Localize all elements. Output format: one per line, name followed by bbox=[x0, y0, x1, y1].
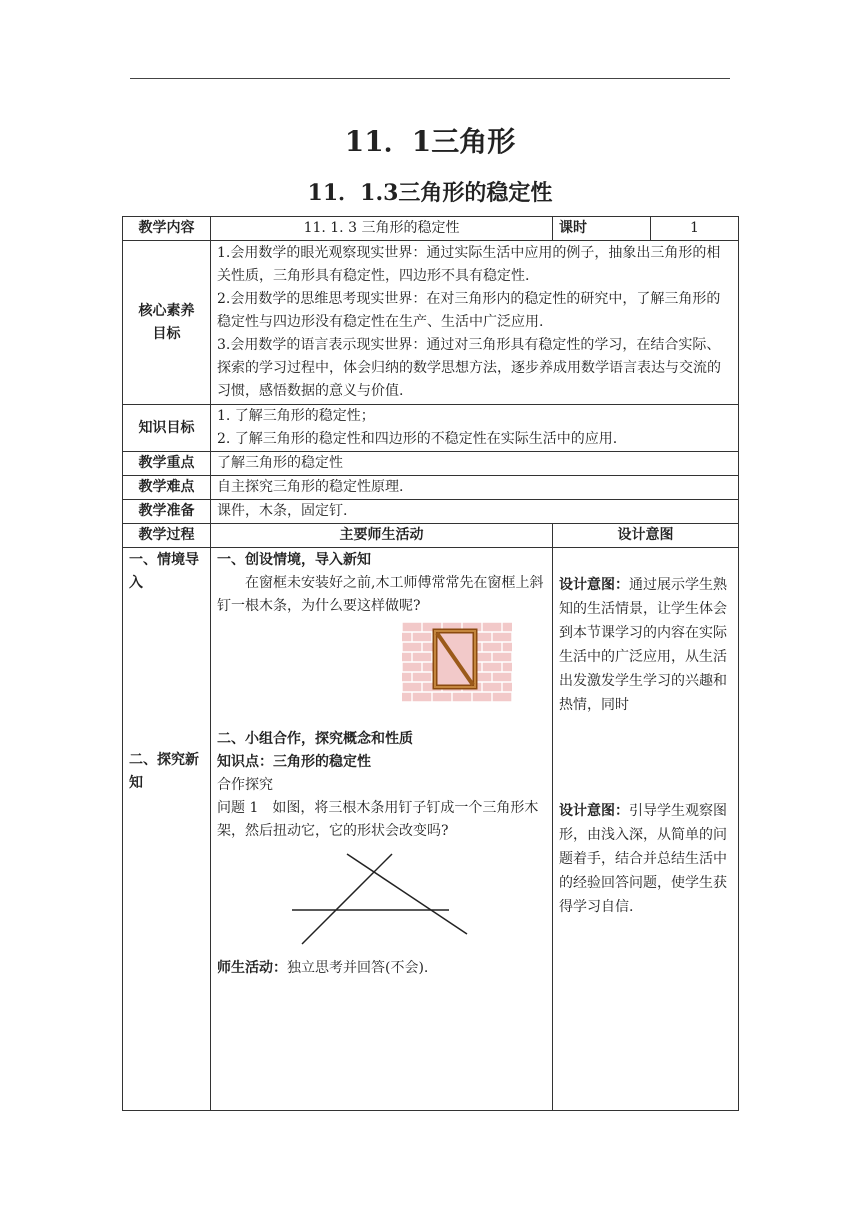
content-row bbox=[123, 217, 739, 241]
process-header-col3: 设计意图 bbox=[553, 524, 739, 548]
knowledge-goals-row bbox=[123, 405, 739, 452]
hours-label: 课时 bbox=[553, 217, 651, 241]
content-value: 11. 1. 3 三角形的稳定性 bbox=[211, 217, 553, 241]
key-point-value: 了解三角形的稳定性 bbox=[211, 452, 739, 476]
difficulty-label: 教学难点 bbox=[123, 476, 211, 500]
knowledge-point: 知识点：三角形的稳定性 bbox=[217, 754, 371, 770]
core-goal-2: 2.会用数学的思维思考现实世界：在对三角形内的稳定性的研究中，了解三角形的稳定性与四边形没有稳定性在生产、生活中广泛应用. bbox=[217, 291, 721, 330]
core-goals-row bbox=[123, 241, 739, 405]
process-header-row bbox=[123, 524, 739, 548]
stage-1: 一、情境导入 bbox=[129, 552, 199, 591]
lesson-plan-table bbox=[122, 216, 739, 1111]
section-1-text: 在窗框未安装好之前,木工师傅常常先在窗框上斜钉一根木条，为什么要这样做呢? bbox=[217, 575, 544, 614]
intent-2-text: 引导学生观察图形，由浅入深，从简单的问题着手，结合并总结生活中的经验回答问题，使学生获得学习自信. bbox=[559, 803, 728, 915]
hours-value: 1 bbox=[651, 217, 739, 241]
page-title: 11．1三角形 bbox=[344, 125, 516, 158]
teacher-student-activity bbox=[217, 957, 546, 980]
core-goal-3: 3.会用数学的语言表示现实世界：通过对三角形具有稳定性的学习，在结合实际、探索的学习过程中，体会归纳的数学思想方法，逐步养成用数学语言表达与交流的习惯，感悟数据的意义与价值. bbox=[217, 337, 721, 399]
intent-1 bbox=[559, 573, 732, 717]
triangle-figure bbox=[217, 849, 546, 949]
process-intents bbox=[553, 548, 739, 1111]
difficulty-row bbox=[123, 476, 739, 500]
activity-text: 独立思考并回答(不会). bbox=[287, 960, 429, 976]
window-frame-illustration bbox=[402, 622, 512, 702]
process-activities bbox=[211, 548, 553, 1111]
coop-explore: 合作探究 bbox=[217, 777, 273, 793]
core-goals-label-line2: 目标 bbox=[152, 325, 181, 342]
intent-2-label: 设计意图： bbox=[559, 803, 630, 819]
difficulty-value: 自主探究三角形的稳定性原理. bbox=[211, 476, 739, 500]
process-header-col2: 主要师生活动 bbox=[211, 524, 553, 548]
knowledge-goal-2: 2. 了解三角形的稳定性和四边形的不稳定性在实际生活中的应用. bbox=[217, 431, 618, 447]
section-2-title: 二、小组合作，探究概念和性质 bbox=[217, 731, 413, 747]
stage-2: 二、探究新知 bbox=[129, 752, 199, 791]
process-row bbox=[123, 548, 739, 1111]
content-label: 教学内容 bbox=[123, 217, 211, 241]
page-subtitle: 11．1.3三角形的稳定性 bbox=[307, 180, 553, 206]
core-goals-label-line1: 核心素养 bbox=[138, 302, 195, 319]
core-goal-1: 1.会用数学的眼光观察现实世界：通过实际生活中应用的例子，抽象出三角形的相关性质，三角形具有稳定性，四边形不具有稳定性. bbox=[217, 245, 721, 284]
question-1: 问题 1 如图，将三根木条用钉子钉成一个三角形木架，然后扭动它，它的形状会改变吗? bbox=[217, 800, 539, 839]
preparation-row bbox=[123, 500, 739, 524]
intent-2 bbox=[559, 799, 732, 919]
process-header-col1: 教学过程 bbox=[123, 524, 211, 548]
intent-1-label: 设计意图： bbox=[559, 577, 630, 593]
key-point-row bbox=[123, 452, 739, 476]
key-point-label: 教学重点 bbox=[123, 452, 211, 476]
wooden-triangle-diagram bbox=[287, 849, 477, 949]
core-goals-label bbox=[123, 241, 211, 405]
preparation-label: 教学准备 bbox=[123, 500, 211, 524]
header-rule bbox=[130, 78, 730, 79]
preparation-value: 课件，木条，固定钉. bbox=[211, 500, 739, 524]
core-goals-content bbox=[211, 241, 739, 405]
process-stages bbox=[123, 548, 211, 1111]
window-image bbox=[217, 622, 546, 702]
intent-1-text: 通过展示学生熟知的生活情景，让学生体会到本节课学习的内容在实际生活中的广泛应用，从生活出发激发学生学习的兴趣和热情，同时 bbox=[559, 577, 728, 713]
knowledge-goals-label: 知识目标 bbox=[123, 405, 211, 452]
knowledge-goals-content bbox=[211, 405, 739, 452]
section-1-title: 一、创设情境，导入新知 bbox=[217, 552, 371, 568]
knowledge-goal-1: 1. 了解三角形的稳定性； bbox=[217, 408, 375, 424]
activity-label: 师生活动： bbox=[217, 960, 287, 976]
